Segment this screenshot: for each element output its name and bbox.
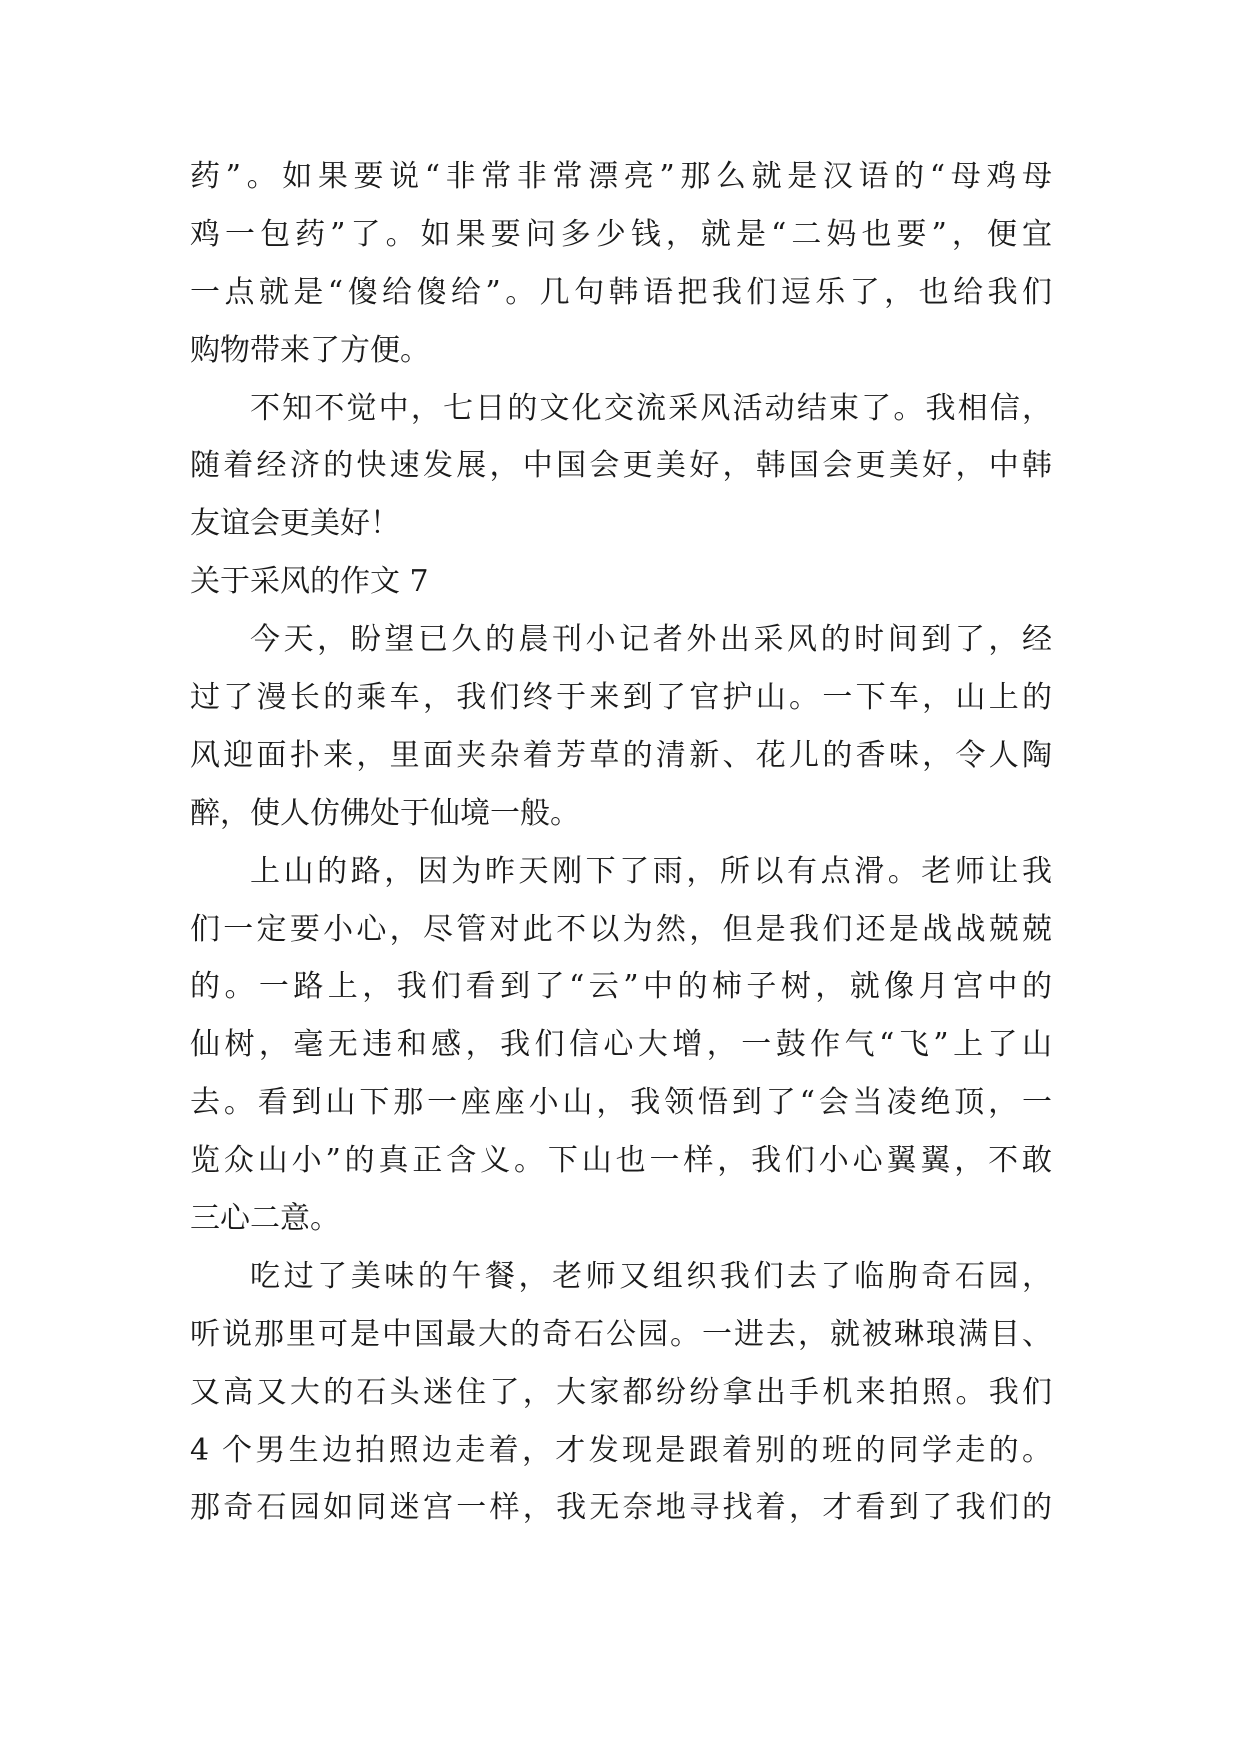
text-line: 药”。如果要说“非常非常漂亮”那么就是汉语的“母鸡母	[190, 159, 1052, 194]
text-line: 不知不觉中，七日的文化交流采风活动结束了。我相信，	[250, 390, 1052, 426]
document-body	[190, 148, 1052, 1537]
section-heading: 关于采风的作文 7	[190, 564, 429, 600]
text-line: 那奇石园如同迷宫一样，我无奈地寻找着，才看到了我们的	[190, 1490, 1052, 1526]
text-line: 上山的路，因为昨天刚下了雨，所以有点滑。老师让我	[250, 853, 1052, 889]
text-line: 去。看到山下那一座座小山，我领悟到了“会当凌绝顶，一	[190, 1085, 1052, 1121]
text-line: 随着经济的快速发展，中国会更美好，韩国会更美好，中韩	[190, 448, 1052, 484]
text-line: 们一定要小心，尽管对此不以为然，但是我们还是战战兢兢	[190, 911, 1052, 947]
text-line: 4 个男生边拍照边走着，才发现是跟着别的班的同学走的。	[190, 1432, 1052, 1468]
text-line: 购物带来了方便。	[190, 332, 430, 368]
text-line: 鸡一包药”了。如果要问多少钱，就是“二妈也要”，便宜	[190, 216, 1052, 252]
text-line: 览众山小”的真正含义。下山也一样，我们小心翼翼，不敢	[190, 1143, 1052, 1179]
text-line: 今天，盼望已久的晨刊小记者外出采风的时间到了，经	[250, 622, 1052, 658]
text-line: 醉，使人仿佛处于仙境一般。	[190, 795, 580, 831]
text-line: 吃过了美味的午餐，老师又组织我们去了临朐奇石园，	[250, 1258, 1052, 1294]
text-line: 三心二意。	[190, 1201, 340, 1237]
text-line: 过了漫长的乘车，我们终于来到了官护山。一下车，山上的	[190, 680, 1052, 716]
text-line: 听说那里可是中国最大的奇石公园。一进去，就被琳琅满目、	[190, 1316, 1052, 1352]
text-line: 的。一路上，我们看到了“云”中的柿子树，就像月宫中的	[190, 969, 1052, 1005]
text-line: 又高又大的石头迷住了，大家都纷纷拿出手机来拍照。我们	[190, 1374, 1052, 1410]
text-line: 风迎面扑来，里面夹杂着芳草的清新、花儿的香味，令人陶	[190, 737, 1052, 773]
text-line: 仙树，毫无违和感，我们信心大增，一鼓作气“飞”上了山	[190, 1027, 1052, 1063]
text-line: 一点就是“傻给傻给”。几句韩语把我们逗乐了，也给我们	[190, 274, 1052, 310]
text-line: 友谊会更美好！	[190, 506, 400, 542]
